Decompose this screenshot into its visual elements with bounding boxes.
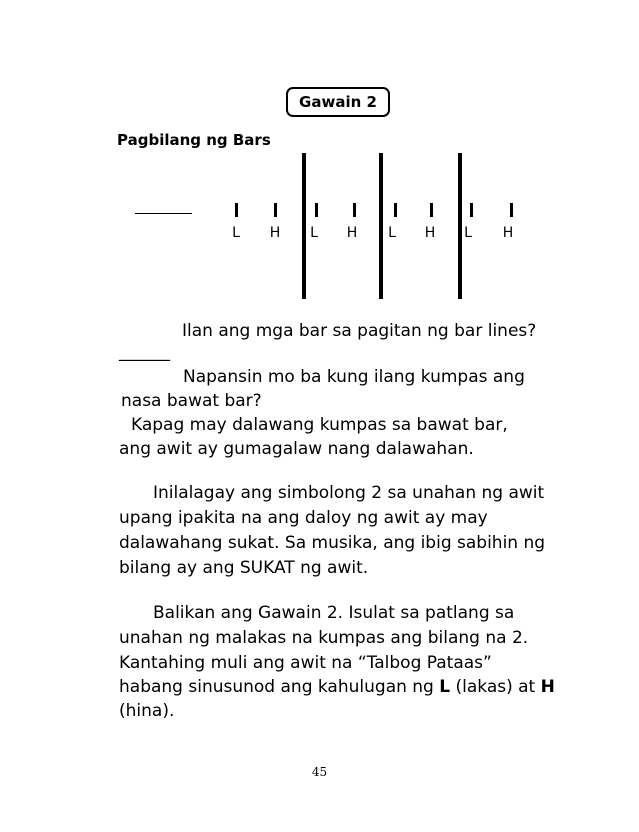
beat-stroke [353,203,356,217]
question-text: Ilan ang mga bar sa pagitan ng bar lines? [182,321,537,341]
beat-stroke [274,203,277,217]
bold-letter-H: H [540,677,555,697]
beat-label: H [346,225,358,241]
paragraph-line: Kapag may dalawang kumpas sa bawat bar, [131,415,508,435]
paragraph-line: unahan ng malakas na kumpas ang bilang na 2. [119,628,529,648]
beat-stroke [510,203,513,217]
beat-label: L [310,225,318,241]
paragraph-line: upang ipakita na ang daloy ng awit ay may [119,508,488,528]
beat-label: H [502,225,514,241]
page-number: 45 [311,765,328,779]
beat-stroke [430,203,433,217]
line-text: habang sinusunod ang kahulugan ng [119,677,440,697]
bar-line [458,153,462,299]
paragraph-line: nasa bawat bar? [121,391,262,411]
question-answer-blank[interactable]: ______ [119,342,170,362]
paragraph-line: Napansin mo ba kung ilang kumpas ang [183,367,525,387]
beat-label: H [269,225,281,241]
paragraph-line: bilang ay ang SUKAT ng awit. [119,558,369,578]
beat-label: L [464,225,472,241]
beat-label: L [232,225,240,241]
beat-stroke [470,203,473,217]
beat-stroke [315,203,318,217]
paragraph-line: Kantahing muli ang awit na “Talbog Pataas” [119,653,492,673]
beat-label: H [424,225,436,241]
activity-title-badge [286,87,390,117]
paragraph-line: Balikan ang Gawain 2. Isulat sa patlang sa [153,603,515,623]
paragraph-line: dalawahang sukat. Sa musika, ang ibig sabihin ng [119,533,546,553]
beat-stroke [394,203,397,217]
activity-title: Gawain 2 [299,93,377,111]
paragraph-line [119,675,555,700]
bar-line [379,153,383,299]
paragraph-line: Inilalagay ang simbolong 2 sa unahan ng awit [153,483,545,503]
answer-blank-line[interactable] [135,213,192,214]
bar-line [302,153,306,299]
paragraph-line: (hina). [119,701,175,721]
section-title: Pagbilang ng Bars [117,131,271,149]
paragraph-line: ang awit ay gumagalaw nang dalawahan. [119,439,474,459]
beat-label: L [388,225,396,241]
line-text: (lakas) at [450,677,541,697]
beat-stroke [235,203,238,217]
bold-letter-L: L [439,677,451,697]
